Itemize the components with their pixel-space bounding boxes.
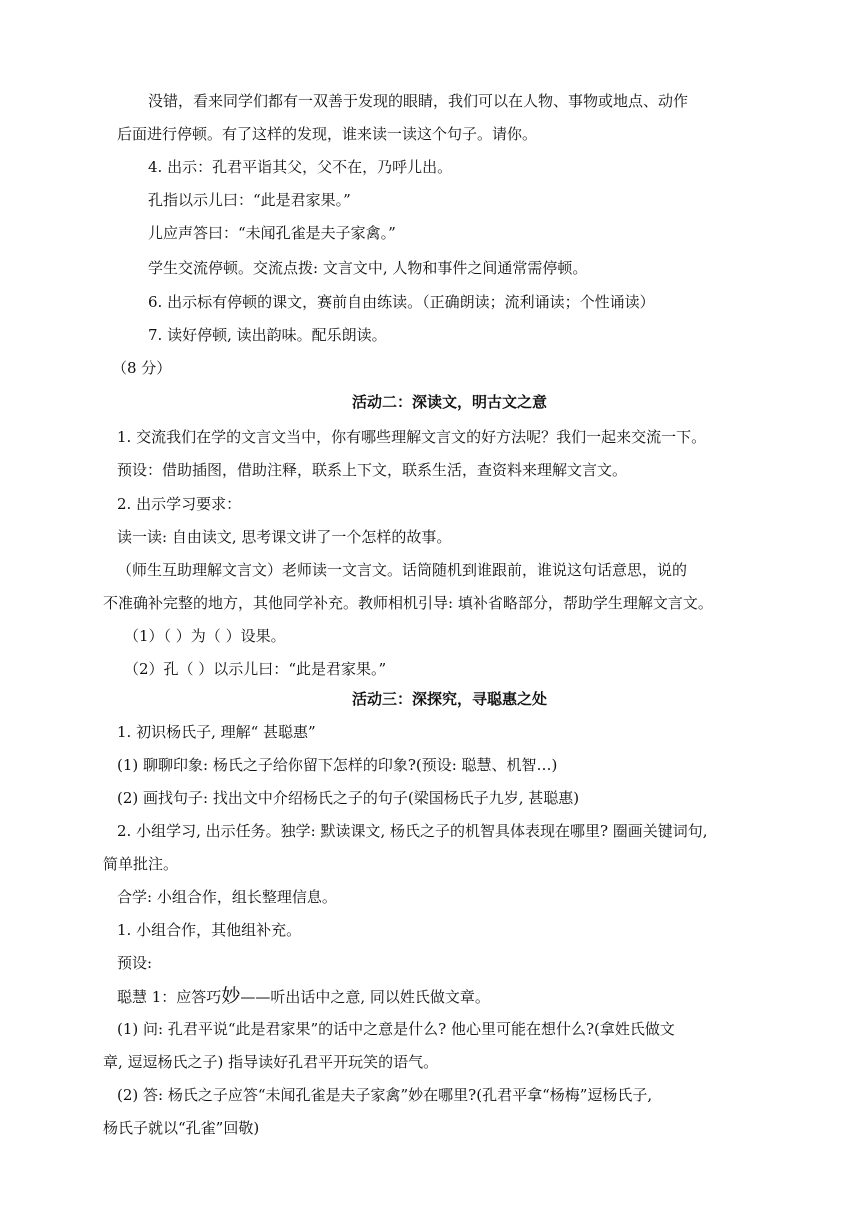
paragraph-line: (2) 答: 杨氏之子应答“未闻孔雀是夫子家禽”妙在哪里?(孔君平拿“杨梅”逗杨氏子, — [117, 1086, 653, 1104]
paragraph-line: 没错，看来同学们都有一双善于发现的眼睛，我们可以在人物、事物或地点、动作 — [148, 92, 689, 110]
paragraph-line: 4. 出示：孔君平诣其父，父不在，乃呼儿出。 — [148, 158, 453, 176]
emphasized-char: 妙 — [221, 985, 241, 1007]
paragraph-line: 不准确补完整的地方，其他同学补充。教师相机引导: 填补省略部分，帮助学生理解文言文。 — [103, 594, 713, 612]
paragraph-line: 孔指以示儿曰：“此是君家果。” — [148, 191, 351, 209]
paragraph-line: 2. 出示学习要求： — [117, 495, 242, 513]
paragraph-line: (1) 问: 孔君平说“此是君家果”的话中之意是什么? 他心里可能在想什么?(拿姓氏做文 — [117, 1020, 675, 1038]
paragraph-line: 儿应声答曰：“未闻孔雀是夫子家禽。” — [148, 224, 396, 242]
paragraph-line: 1. 交流我们在学的文言文当中，你有哪些理解文言文的好方法呢？我们一起来交流一下。 — [117, 428, 707, 446]
section-heading: 活动三：深探究，寻聪惠之处 — [352, 690, 548, 708]
paragraph-line: 后面进行停顿。有了这样的发现，谁来读一读这个句子。请你。 — [117, 125, 538, 143]
paragraph-line: （师生互助理解文言文）老师读一文言文。话筒随机到谁跟前，谁说这句话意思，说的 — [117, 561, 688, 579]
score-note: （8 分） — [112, 359, 172, 377]
paragraph-line: (1) 聊聊印象: 杨氏之子给你留下怎样的印象?(预设: 聪慧、机智…) — [117, 756, 558, 774]
paragraph-line: （1）（ ）为（ ）设果。 — [124, 627, 286, 645]
paragraph-line: 学生交流停顿。交流点拨: 文言文中, 人物和事件之间通常需停顿。 — [148, 259, 588, 277]
line-segment: 聪慧 1：应答巧 — [117, 988, 222, 1006]
paragraph-line: 合学: 小组合作，组长整理信息。 — [117, 888, 337, 906]
paragraph-line: 1. 初识杨氏子, 理解“ 甚聪惠” — [117, 723, 316, 741]
paragraph-line: 读一读: 自由读文, 思考课文讲了一个怎样的故事。 — [117, 528, 452, 546]
paragraph-line: （2）孔（ ）以示儿曰：“此是君家果。” — [124, 660, 387, 678]
section-heading: 活动二：深读文，明古文之意 — [352, 393, 548, 411]
paragraph-line: 预设: — [117, 954, 153, 972]
paragraph-line: (2) 画找句子: 找出文中介绍杨氏之子的句子(梁国杨氏子九岁, 甚聪惠) — [117, 789, 580, 807]
paragraph-line: 预设：借助插图，借助注释，联系上下文，联系生活，查资料来理解文言文。 — [117, 461, 628, 479]
paragraph-line: 1. 小组合作，其他组补充。 — [117, 921, 302, 939]
paragraph-line: 6. 出示标有停顿的课文，赛前自由练读。（正确朗读；流利诵读；个性诵读） — [148, 293, 655, 311]
paragraph-line: 杨氏子就以“孔雀”回敬) — [103, 1119, 260, 1137]
paragraph-line: 2. 小组学习, 出示任务。独学: 默读课文, 杨氏之子的机智具体表现在哪里? 圈画关键词句, — [117, 822, 708, 840]
paragraph-line — [117, 986, 490, 1007]
paragraph-line: 章, 逗逗杨氏之子) 指导读好孔君平开玩笑的语气。 — [103, 1053, 439, 1071]
paragraph-line: 简单批注。 — [103, 855, 179, 873]
line-segment: ——听出话中之意, 同以姓氏做文章。 — [240, 988, 490, 1006]
paragraph-line: 7. 读好停顿, 读出韵味。配乐朗读。 — [148, 326, 387, 344]
